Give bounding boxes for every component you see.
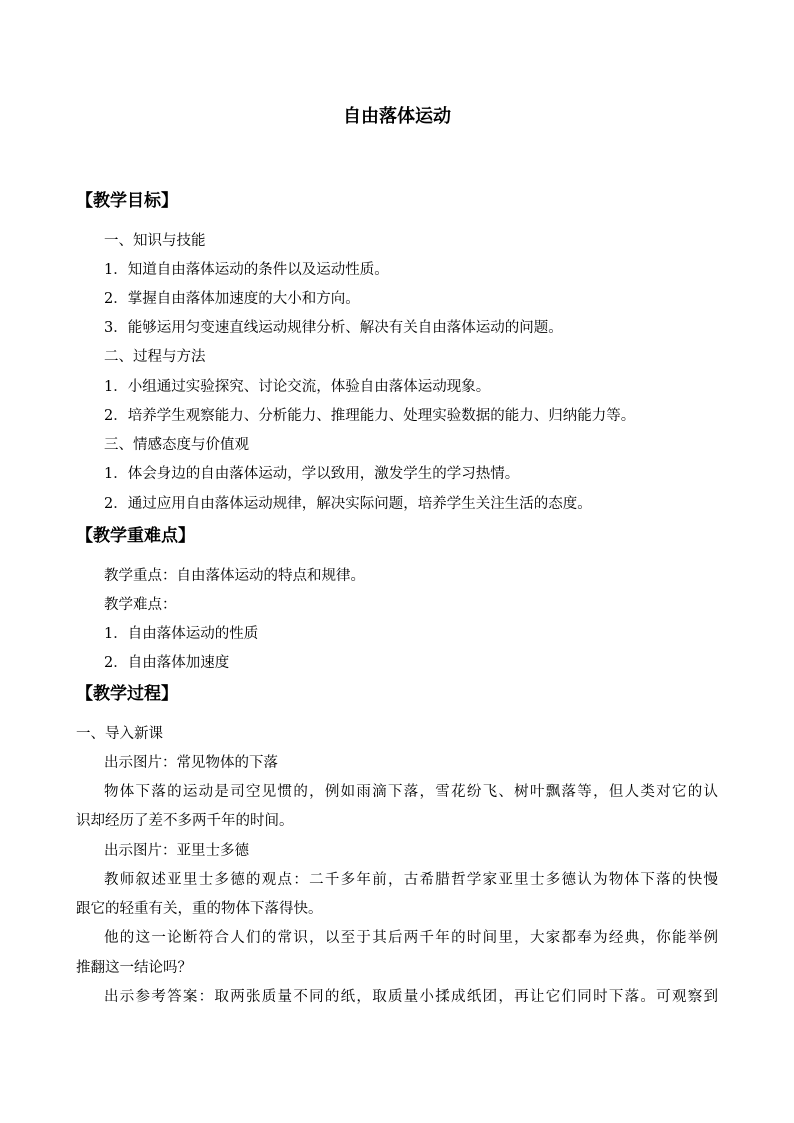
paragraph: 出示图片：常见物体的下落 <box>104 755 278 771</box>
paragraph: 跟它的轻重有关，重的物体下落得快。 <box>76 901 323 917</box>
list-item: 1．知道自由落体运动的条件以及运动性质。 <box>104 262 389 278</box>
paragraph: 他的这一论断符合人们的常识，以至于其后两千年的时间里，大家都奉为经典，你能举例 <box>104 930 718 946</box>
subheading-knowledge-skills: 一、知识与技能 <box>104 233 206 249</box>
key-point-text: 教学重点：自由落体运动的特点和规律。 <box>104 568 365 584</box>
difficulty-label: 教学难点： <box>104 597 177 613</box>
paragraph: 出示参考答案：取两张质量不同的纸，取质量小揉成纸团，再让它们同时下落。可观察到 <box>104 989 718 1005</box>
list-item: 1．体会身边的自由落体运动，学以致用，激发学生的学习热情。 <box>104 466 520 482</box>
section-heading-key-difficult-points: 【教学重难点】 <box>76 526 195 546</box>
subheading-attitude-values: 三、情感态度与价值观 <box>104 437 249 453</box>
subheading-process-method: 二、过程与方法 <box>104 349 206 365</box>
list-item: 1．小组通过实验探究、讨论交流，体验自由落体运动现象。 <box>104 379 491 395</box>
section-heading-objectives: 【教学目标】 <box>76 191 178 211</box>
part-heading-intro: 一、导入新课 <box>76 726 163 742</box>
paragraph: 出示图片：亚里士多德 <box>104 843 249 859</box>
paragraph: 识却经历了差不多两千年的时间。 <box>76 813 294 829</box>
list-item: 2．掌握自由落体加速度的大小和方向。 <box>104 291 360 307</box>
list-item: 2．培养学生观察能力、分析能力、推理能力、处理实验数据的能力、归纳能力等。 <box>104 408 636 424</box>
list-item: 2．通过应用自由落体运动规律，解决实际问题，培养学生关注生活的态度。 <box>104 496 592 512</box>
paragraph: 推翻这一结论吗？ <box>76 960 192 976</box>
document-title: 自由落体运动 <box>343 106 451 127</box>
paragraph: 教师叙述亚里士多德的观点：二千多年前，古希腊哲学家亚里士多德认为物体下落的快慢 <box>104 872 718 888</box>
section-heading-teaching-process: 【教学过程】 <box>76 684 178 704</box>
paragraph: 物体下落的运动是司空见惯的，例如雨滴下落，雪花纷飞、树叶飘落等，但人类对它的认 <box>104 784 718 800</box>
list-item: 3．能够运用匀变速直线运动规律分析、解决有关自由落体运动的问题。 <box>104 320 563 336</box>
list-item: 2．自由落体加速度 <box>104 655 230 671</box>
list-item: 1．自由落体运动的性质 <box>104 626 259 642</box>
